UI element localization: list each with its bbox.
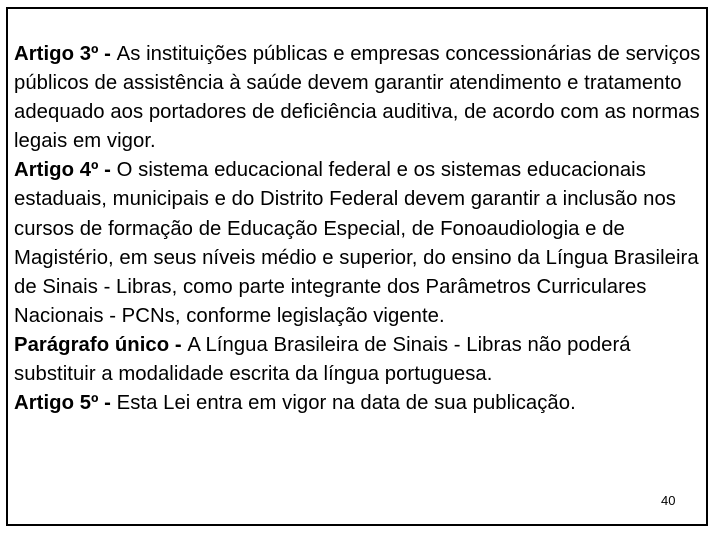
- document-body: [14, 40, 704, 418]
- article-5-text: Esta Lei entra em vigor na data de sua publicação.: [116, 392, 576, 415]
- article-3: [14, 40, 704, 156]
- article-3-label: Artigo 3º -: [14, 43, 117, 65]
- article-5-label: Artigo 5º -: [14, 392, 117, 415]
- sole-paragraph-label: Parágrafo único -: [14, 333, 188, 356]
- article-3-text: As instituições públicas e empresas concessionárias de serviços públicos de assistência à saúde devem garantir atendimento e tratamento adequado aos portadores de deficiência auditiva, de acordo com as normas legais em vigor.: [14, 43, 701, 153]
- article-5: [14, 389, 704, 418]
- sole-paragraph: [14, 331, 704, 389]
- sole-paragraph-text: A Língua Brasileira de Sinais - Libras não poderá substituir a modalidade escrita da língua portuguesa.: [14, 333, 631, 386]
- article-4: [14, 156, 704, 331]
- article-4-text: O sistema educacional federal e os sistemas educacionais estaduais, municipais e do Distrito Federal devem garantir a inclusão nos cursos de formação de Educação Especial, de Fonoaudiologia e de Magistério, em seus níveis médio e superior, do ensino da Língua Brasileira de Sinais - Libras, como parte integrante dos Parâmetros Curriculares Nacionais - PCNs, conforme legislação vigente.: [14, 159, 699, 327]
- article-4-label: Artigo 4º -: [14, 159, 117, 182]
- page-number: 40: [661, 493, 676, 508]
